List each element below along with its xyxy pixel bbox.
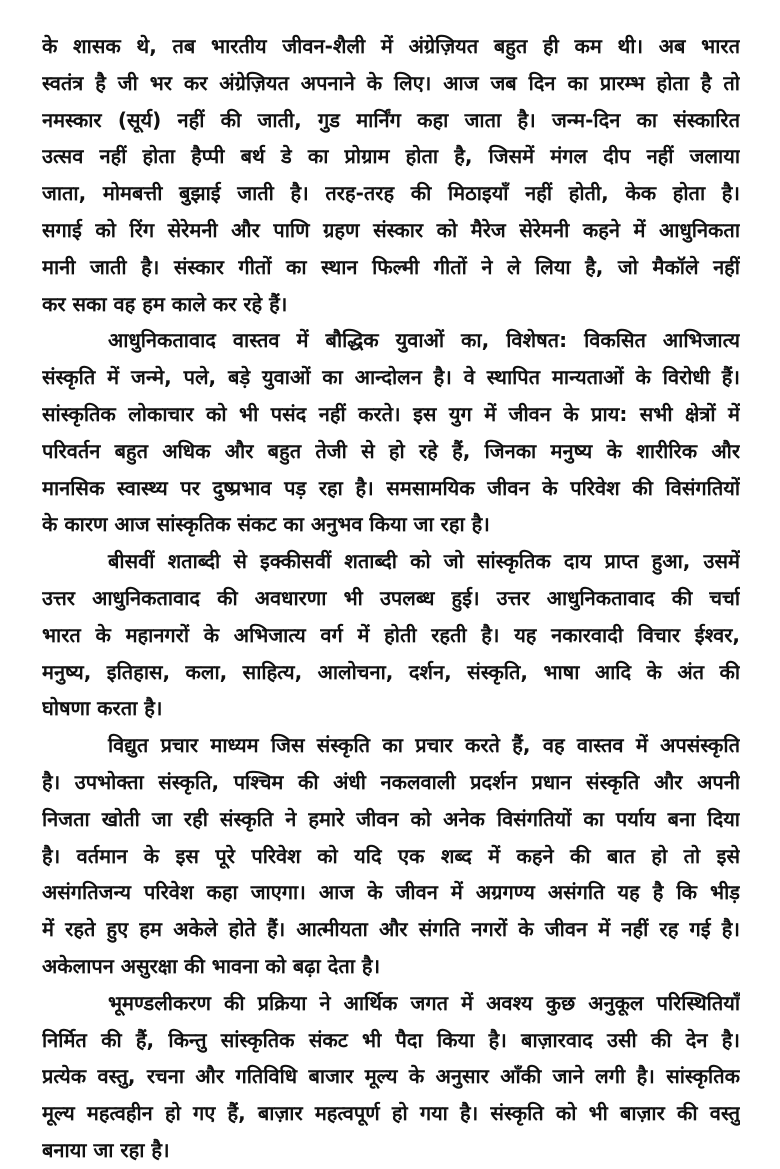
text-line: असंगतिजन्य परिवेश कहा जाएगा। आज के जीवन में अग्रगण्य असंगति यह है कि भीड़ [42, 880, 740, 905]
paragraph-5 [42, 985, 740, 1169]
text-line: विद्युत प्रचार माध्यम जिस संस्कृति का प्रचार करते हैं, वह वास्तव में अपसंस्कृति [108, 733, 740, 758]
text-line: भूमण्डलीकरण की प्रक्रिया ने आर्थिक जगत में अवश्य कुछ अनुकूल परिस्थितियाँ [108, 990, 740, 1015]
text-line: के शासक थे, तब भारतीय जीवन-शैली में अंग्रेज़ियत बहुत ही कम थी। अब भारत [42, 34, 740, 58]
text-line: जाता, मोमबत्ती बुझाई जाती है। तरह-तरह की मिठाइयाँ नहीं होती, केक होता है। [42, 181, 740, 206]
text-line: प्रत्येक वस्तु, रचना और गतिविधि बाजार मूल्य के अनुसार आँकी जाने लगी है। सांस्कृतिक [42, 1064, 740, 1089]
text-line: सगाई को रिंग सेरेमनी और पाणि ग्रहण संस्कार को मैरेज सेरेमनी कहने में आधुनिकता [42, 217, 740, 242]
text-line: घोषणा करता है। [42, 696, 163, 721]
text-line: भारत के महानगरों के अभिजात्य वर्ग में होती रहती है। यह नकारवादी विचार ईश्वर, [42, 622, 740, 647]
text-line: सांस्कृतिक लोकाचार को भी पसंद नहीं करते। इस युग में जीवन के प्राय: सभी क्षेत्रों में [42, 401, 740, 426]
text-line: निर्मित की हैं, किन्तु सांस्कृतिक संकट भी पैदा किया है। बाज़ारवाद उसी की देन है। [42, 1027, 740, 1052]
text-line: संस्कृति में जन्मे, पले, बड़े युवाओं का आन्दोलन है। वे स्थापित मान्यताओं के विरोधी हैं। [42, 365, 740, 390]
text-line: के कारण आज सांस्कृतिक संकट का अनुभव किया जा रहा है। [42, 512, 490, 537]
text-line: कर सका वह हम काले कर रहे हैं। [42, 291, 288, 316]
text-line: अकेलापन असुरक्षा की भावना को बढ़ा देता है। [42, 953, 381, 978]
paragraph-3 [42, 543, 740, 727]
text-line: मूल्य महत्वहीन हो गए हैं, बाज़ार महत्वपूर्ण हो गया है। संस्कृति को भी बाज़ार की वस्तु [42, 1101, 740, 1126]
text-line: है। वर्तमान के इस पूरे परिवेश को यदि एक शब्द में कहने की बात हो तो इसे [42, 843, 740, 868]
text-line: बीसवीं शताब्दी से इक्कीसवीं शताब्दी को जो सांस्कृतिक दाय प्राप्त हुआ, उसमें [108, 549, 740, 574]
text-line: नमस्कार (सूर्य) नहीं की जाती, गुड मार्निंग कहा जाता है। जन्म-दिन का संस्कारित [42, 107, 740, 132]
text-line: मानी जाती है। संस्कार गीतों का स्थान फिल्मी गीतों ने ले लिया है, जो मैकॉले नहीं [42, 254, 740, 279]
text-line: मानसिक स्वास्थ्य पर दुष्प्रभाव पड़ रहा है। समसामयिक जीवन के परिवेश की विसंगतियों [42, 475, 740, 500]
paragraph-2 [42, 322, 740, 543]
paragraph-4 [42, 727, 740, 985]
text-line: में रहते हुए हम अकेले होते हैं। आत्मीयता और संगति नगरों के जीवन में नहीं रह गई है। [42, 917, 740, 942]
text-line: मनुष्य, इतिहास, कला, साहित्य, आलोचना, दर्शन, संस्कृति, भाषा आदि के अंत की [42, 659, 740, 684]
text-line: उत्सव नहीं होता हैप्पी बर्थ डे का प्रोग्राम होता है, जिसमें मंगल दीप नहीं जलाया [42, 144, 740, 169]
text-line: बनाया जा रहा है। [42, 1137, 170, 1162]
text-line: आधुनिकतावाद वास्तव में बौद्धिक युवाओं का, विशेषत: विकसित आभिजात्य [108, 328, 740, 353]
text-line: उत्तर आधुनिकतावाद की अवधारणा भी उपलब्ध हुई। उत्तर आधुनिकतावाद की चर्चा [42, 585, 740, 610]
text-line: परिवर्तन बहुत अधिक और बहुत तेजी से हो रहे हैं, जिनका मनुष्य के शारीरिक और [42, 438, 740, 463]
paragraph-1 [42, 28, 740, 322]
text-line: है। उपभोक्ता संस्कृति, पश्चिम की अंधी नकलवाली प्रदर्शन प्रधान संस्कृति और अपनी [42, 769, 740, 794]
text-line: निजता खोती जा रही संस्कृति ने हमारे जीवन को अनेक विसंगतियों का पर्याय बना दिया [42, 806, 740, 831]
text-line: स्वतंत्र है जी भर कर अंग्रेज़ियत अपनाने के लिए। आज जब दिन का प्रारम्भ होता है तो [42, 70, 740, 95]
